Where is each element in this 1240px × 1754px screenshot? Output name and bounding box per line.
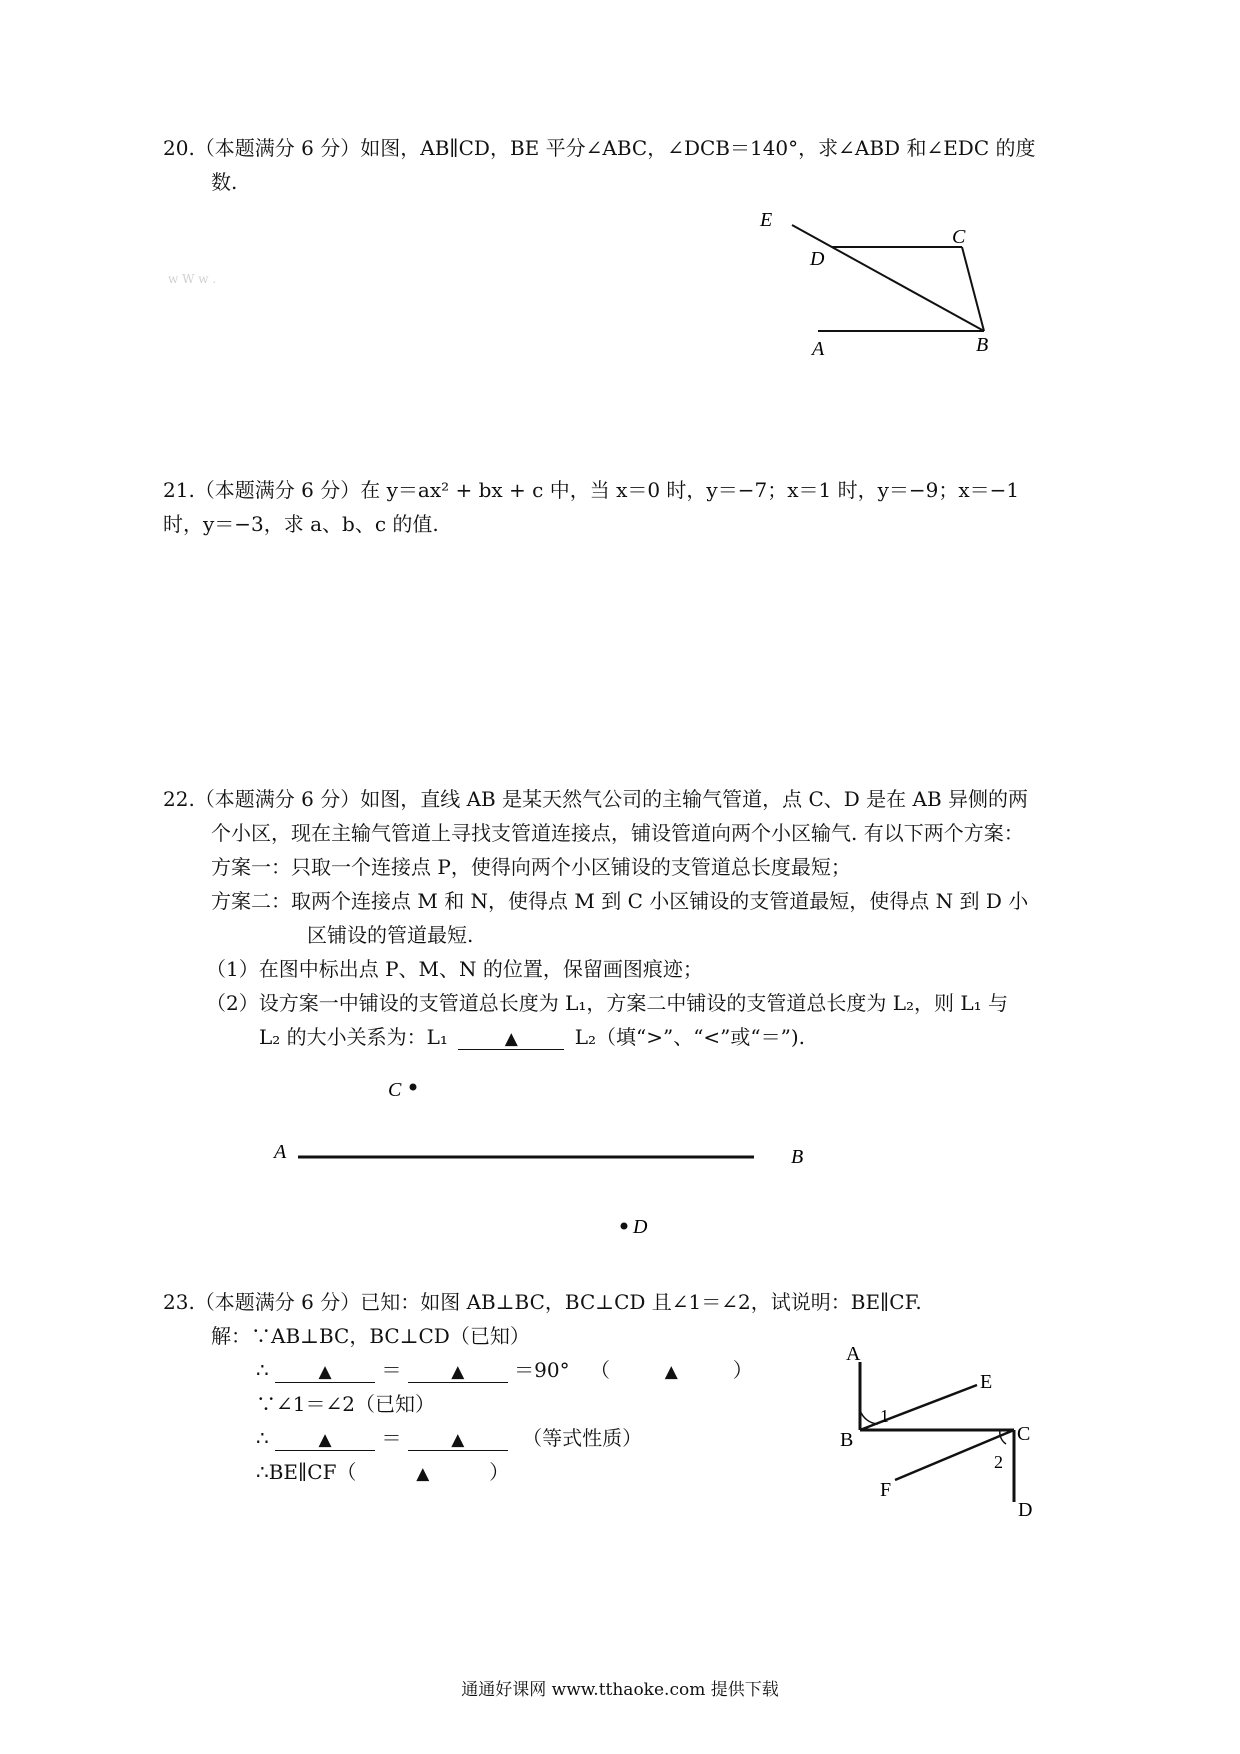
q23-label-a: A: [846, 1343, 861, 1365]
q23-solve: 解：∵AB⊥BC，BC⊥CD（已知）: [211, 1324, 530, 1348]
q20-line1: 20.（本题满分 6 分）如图，AB∥CD，BE 平分∠ABC，∠DCB＝140°，求∠ABD 和∠EDC 的度: [163, 136, 1036, 160]
q23-paren-left: （: [589, 1358, 610, 1382]
q23-blank-mark: ▲: [416, 1464, 430, 1484]
q22-plan2b: 区铺设的管道最短.: [307, 923, 474, 947]
q23-row4: [256, 1426, 642, 1451]
q23-equals: ＝: [381, 1426, 402, 1450]
q23-blank-1[interactable]: [275, 1359, 375, 1383]
q22-figure: [260, 1065, 820, 1245]
q23-blank-mark: ▲: [318, 1362, 332, 1382]
q20-figure: [740, 205, 1020, 355]
q23-label-b: B: [840, 1429, 854, 1451]
q23-reason-2[interactable]: [363, 1464, 483, 1485]
q20-label-a: A: [812, 338, 825, 355]
q23-blank-4[interactable]: [408, 1427, 508, 1451]
q22-line2: 个小区，现在主输气管道上寻找支管道连接点，铺设管道向两个小区输气. 有以下两个方案：: [211, 821, 1024, 845]
q23-reason-1[interactable]: [616, 1362, 726, 1383]
q20-line2: 数.: [211, 170, 238, 194]
q22-label-a: A: [274, 1141, 287, 1163]
q23-blank-mark: ▲: [318, 1430, 332, 1450]
q23-blank-mark: ▲: [451, 1430, 465, 1450]
q22-line1: 22.（本题满分 6 分）如图，直线 AB 是某天然气公司的主输气管道，点 C、D 是在 AB 异侧的两: [163, 787, 1029, 811]
q23-row4-reason: （等式性质）: [522, 1426, 643, 1450]
q23-figure: [830, 1340, 1060, 1520]
q22-part2a: （2）设方案一中铺设的支管道总长度为 L₁，方案二中铺设的支管道总长度为 L₂，则 L₁ 与: [206, 991, 1009, 1015]
q23-blank-3[interactable]: [275, 1427, 375, 1451]
q22-part2b-prefix: L₂ 的大小关系为：L₁: [259, 1025, 448, 1049]
q20-label-e: E: [760, 209, 773, 231]
q22-plan1: 方案一：只取一个连接点 P，使得向两个小区铺设的支管道总长度最短；: [211, 855, 851, 879]
q23-angle-1: 1: [880, 1406, 889, 1426]
q23-equals-90: ＝90°: [514, 1358, 570, 1382]
q23-blank-mark: ▲: [664, 1362, 678, 1382]
q22-part1: （1）在图中标出点 P、M、N 的位置，保留画图痕迹；: [206, 957, 703, 981]
q23-row3: ∵∠1＝∠2（已知）: [256, 1392, 435, 1416]
q20-label-c: C: [952, 226, 966, 248]
q23-paren-right: ）: [732, 1358, 753, 1382]
q23-label-d: D: [1018, 1499, 1033, 1520]
q22-answer-blank[interactable]: [458, 1026, 564, 1050]
q23-therefore: ∴: [256, 1426, 269, 1450]
q22-blank-mark: ▲: [504, 1029, 518, 1049]
q22-plan2a: 方案二：取两个连接点 M 和 N，使得点 M 到 C 小区铺设的支管道最短，使得点 N 到 D 小: [211, 889, 1029, 913]
q20-label-b: B: [976, 334, 989, 355]
q22-label-d: D: [633, 1216, 648, 1238]
q23-label-e: E: [980, 1371, 993, 1393]
q23-label-f: F: [880, 1479, 892, 1501]
q23-row5: [256, 1460, 509, 1485]
q23-therefore: ∴: [256, 1358, 269, 1382]
q21-line2: 时，y＝−3，求 a、b、c 的值.: [163, 512, 439, 536]
watermark: w W w .: [168, 272, 217, 286]
q23-blank-mark: ▲: [451, 1362, 465, 1382]
q21-line1: 21.（本题满分 6 分）在 y＝ax² + bx + c 中，当 x＝0 时，y＝−7；x＝1 时，y＝−9；x＝−1: [163, 478, 1020, 502]
q23-equals: ＝: [381, 1358, 402, 1382]
q22-part2b: [259, 1025, 805, 1050]
q22-label-c: C: [388, 1079, 402, 1101]
q23-angle-2: 2: [994, 1452, 1003, 1472]
page-footer: 通通好课网 www.tthaoke.com 提供下载: [461, 1680, 779, 1700]
q22-part2b-suffix: L₂（填“>”、“<”或“＝”).: [574, 1025, 806, 1049]
q23-line1: 23.（本题满分 6 分）已知：如图 AB⊥BC，BC⊥CD 且∠1＝∠2，试说明：BE∥CF.: [163, 1290, 922, 1314]
q23-blank-2[interactable]: [408, 1359, 508, 1383]
q23-row5-suffix: ）: [489, 1460, 510, 1484]
q23-label-c: C: [1017, 1423, 1031, 1445]
q20-label-d: D: [810, 248, 825, 270]
q23-row5-prefix: ∴BE∥CF（: [256, 1460, 357, 1484]
q23-row2: [256, 1358, 753, 1383]
q22-label-b: B: [791, 1146, 804, 1168]
